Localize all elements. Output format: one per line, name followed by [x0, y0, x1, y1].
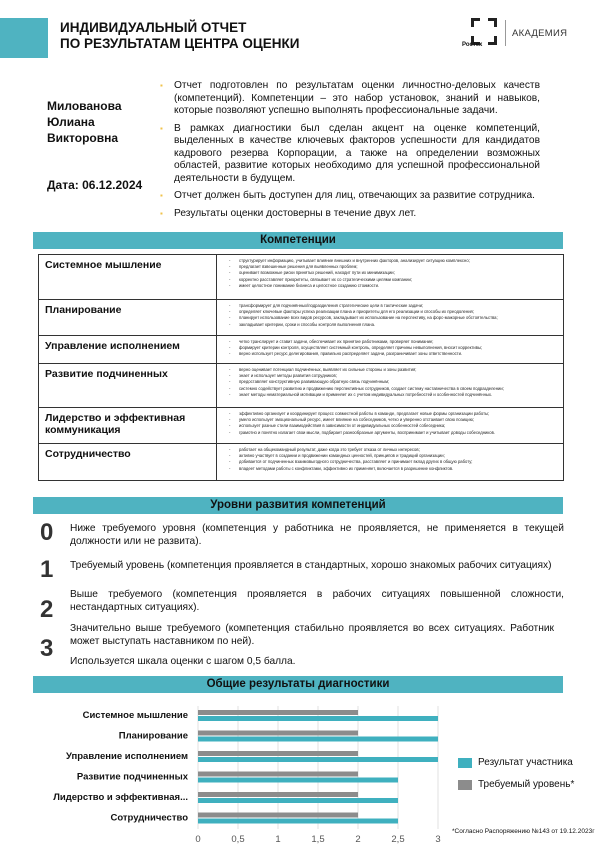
bar-required	[198, 813, 358, 818]
category-label: Управление исполнением	[65, 751, 188, 762]
level-description: Требуемый уровень (компетенция проявляется в стандартных, хорошо знакомых рабочих ситуациях)	[70, 560, 552, 571]
competency-row	[39, 300, 563, 336]
x-tick-label: 0	[195, 834, 201, 845]
header-accent-block	[0, 18, 48, 58]
bar-required	[198, 772, 358, 777]
report-date: Дата: 06.12.2024	[47, 178, 143, 192]
title-line-2: ПО РЕЗУЛЬТАТАМ ЦЕНТРА ОЦЕНКИ	[60, 36, 300, 51]
bar-required	[198, 792, 358, 797]
legend-label-required: Требуемый уровень*	[478, 779, 575, 790]
competency-name: Лидерство и эффективная коммуникация	[39, 408, 217, 443]
participant-name	[47, 98, 122, 146]
x-tick-label: 2,5	[391, 834, 405, 845]
intro-item: ▪ Результаты оценки достоверны в течение двух лет.	[160, 208, 540, 221]
legend-swatch-required	[458, 780, 472, 790]
logo-divider	[505, 20, 506, 46]
indicator: - определяет ключевые факторы успеха реализации плана и приоритеты для его реализации и способы их преодоления;	[229, 309, 559, 315]
x-tick-label: 3	[435, 834, 441, 845]
indicator: - верно оценивает потенциал подчинённых, выявляет их сильные стороны и зоны развития;	[229, 367, 559, 373]
category-label: Лидерство и эффективная...	[53, 792, 188, 803]
intro-item: ▪ В рамках диагностики был сделан акцент на оценке компетенций, выделенных в качестве ключевых факторов успешности для кандидатов кадрового резерва Корпорации, а также на определении возможных областей, развитие которых необходимо для успешной профессиональной деятельности в будущем.	[160, 123, 540, 186]
indicator: - грамотно и понятно излагает свои мысли, подбирает разнообразные аргументы, воспринимает и учитывает доводы собеседников.	[229, 430, 559, 436]
competency-description	[217, 336, 563, 363]
bar-participant	[198, 819, 398, 824]
indicator: - планирует использование всех видов ресурсов, закладывает их использование на перспективу, на форс-мажорные обстоятельства;	[229, 315, 559, 321]
levels-heading: Уровни развития компетенций	[33, 497, 563, 514]
indicator: - работает на общекомандный результат, даже когда это требует отказа от личных интересов;	[229, 447, 559, 453]
competency-name: Системное мышление	[39, 255, 217, 299]
intro-item: ▪ Отчет должен быть доступен для лиц, отвечающих за развитие сотрудника.	[160, 190, 540, 203]
competency-name: Управление исполнением	[39, 336, 217, 363]
level-description: Выше требуемого (компетенция проявляется в рабочих ситуациях повышенной сложности, нестандартных ситуациях).	[70, 589, 564, 613]
competencies-heading: Компетенции	[33, 232, 563, 249]
competency-name: Сотрудничество	[39, 444, 217, 480]
indicator: - предоставляет конструктивную развивающую обратную связь подчинённым;	[229, 379, 559, 385]
indicator: - владеет методами работы с конфликтами, эффективно их применяет, включается в разрешение конфликтов.	[229, 466, 559, 472]
legend-swatch-participant	[458, 758, 472, 768]
x-tick-label: 0,5	[231, 834, 245, 845]
competency-row	[39, 255, 563, 300]
footnote: *Согласно Распоряжению №143 от 19.12.2023г	[452, 828, 595, 835]
level-number: 1	[40, 556, 54, 583]
competency-description	[217, 300, 563, 335]
level-description: Значительно выше требуемого (компетенция стабильно проявляется во всех ситуациях. Работник может выступать наставником по ней).	[70, 623, 554, 647]
competency-row	[39, 444, 563, 480]
bar-participant	[198, 737, 438, 742]
logo-subtitle: Ростех	[462, 42, 483, 48]
x-tick-label: 1	[275, 834, 281, 845]
indicator: - четко транслирует и ставит задачи, обеспечивает их принятие работниками, проверяет понимание;	[229, 339, 559, 345]
legend-label-participant: Результат участника	[478, 757, 573, 768]
level-description: Ниже требуемого уровня (компетенция у работника не проявляется, не применяется в текущей должности или не развита).	[70, 523, 564, 547]
competency-row	[39, 408, 563, 444]
bar-required	[198, 731, 358, 736]
x-tick-label: 2	[355, 834, 361, 845]
competency-description	[217, 444, 563, 480]
results-chart	[0, 700, 610, 846]
indicator: - знает и использует методы развития сотрудников;	[229, 373, 559, 379]
last-name: Милованова	[47, 99, 122, 113]
category-label: Планирование	[118, 730, 188, 742]
indicator: - верно использует ресурс делегирования, правильно распределяет задачи, разграничивает зоны ответственности.	[229, 351, 559, 357]
indicator: - формирует критерии контроля, осуществляет системный контроль, определяет причины невыполнения, вносит коррективы;	[229, 345, 559, 351]
indicator: - оценивает возможные риски принятых решений, находит пути их минимизации;	[229, 270, 559, 276]
page-title	[60, 20, 299, 52]
competency-description	[217, 408, 563, 443]
intro-list	[160, 80, 540, 225]
indicator: - трансформирует для подчинённых/подразделения стратегические цели в тактические задачи;	[229, 303, 559, 309]
competencies-table	[38, 254, 564, 481]
level-number: 3	[40, 635, 54, 662]
logo-text: АКАДЕМИЯ	[512, 28, 568, 39]
competency-description	[217, 255, 563, 299]
middle-name: Викторовна	[47, 131, 119, 145]
category-label: Сотрудничество	[110, 812, 188, 824]
bar-participant	[198, 757, 438, 762]
indicator: - использует разные стили взаимодействия в зависимости от индивидуальных особенностей собеседника;	[229, 423, 559, 429]
indicator: - закладывает критерии, сроки и способы контроля выполнения плана.	[229, 322, 559, 328]
indicator: - системно содействует развитию и продвижению перспективных сотрудников, создает систему наставничества в своем подразделении;	[229, 386, 559, 392]
first-name: Юлиана	[47, 115, 95, 129]
competency-row	[39, 364, 563, 408]
bar-required	[198, 710, 358, 715]
intro-item: ▪ Отчет подготовлен по результатам оценки личностно-деловых качеств (компетенций). Компетенции – это набор установок, знаний и навыков, которые позволяют успешно выполнять профессиональные задачи.	[160, 80, 540, 118]
level-number: 0	[40, 519, 54, 546]
level-number: 2	[40, 596, 54, 623]
category-label: Системное мышление	[82, 710, 188, 721]
bar-participant	[198, 778, 398, 783]
indicator: - эффективно организует и координирует процесс совместной работы в команде, предлагает новые формы организации работы;	[229, 411, 559, 417]
indicator: - предлагает взвешенные решения для выявленных проблем;	[229, 264, 559, 270]
results-heading: Общие результаты диагностики	[33, 676, 563, 693]
bar-participant	[198, 798, 398, 803]
indicator: - знает методы нематериальной мотивации и применяет их с учетом индивидуальных потребностей и особенностей подчинённых.	[229, 392, 559, 398]
indicator: - умело использует эмоциональный ресурс, имеет влияние на собеседников, четко и уверенно отстаивает свою позицию;	[229, 417, 559, 423]
indicator: - активно участвует в создании и продвижении командных ценностей, принципов и традиций организации;	[229, 453, 559, 459]
category-label: Развитие подчиненных	[76, 771, 188, 783]
competency-name: Планирование	[39, 300, 217, 335]
bar-required	[198, 751, 358, 756]
indicator: - корректно расставляет приоритеты, связывает их со стратегическими целями компании;	[229, 277, 559, 283]
indicator: - имеет целостное понимание бизнеса и целостное созданию стоимости.	[229, 283, 559, 289]
bar-participant	[198, 716, 438, 721]
scale-note: Используется шкала оценки с шагом 0,5 балла.	[70, 656, 296, 667]
indicator: - структурирует информацию, учитывает влияние внешних и внутренних факторов, анализирует ситуацию комплексно;	[229, 258, 559, 264]
competency-description	[217, 364, 563, 407]
competency-row	[39, 336, 563, 364]
title-line-1: ИНДИВИДУАЛЬНЫЙ ОТЧЕТ	[60, 20, 247, 35]
x-tick-label: 1,5	[311, 834, 325, 845]
competency-name: Развитие подчиненных	[39, 364, 217, 407]
indicator: - добивается от подчиненных взаимовыгодного сотрудничества, расставляет и принимает вклад других в общую работу;	[229, 459, 559, 465]
